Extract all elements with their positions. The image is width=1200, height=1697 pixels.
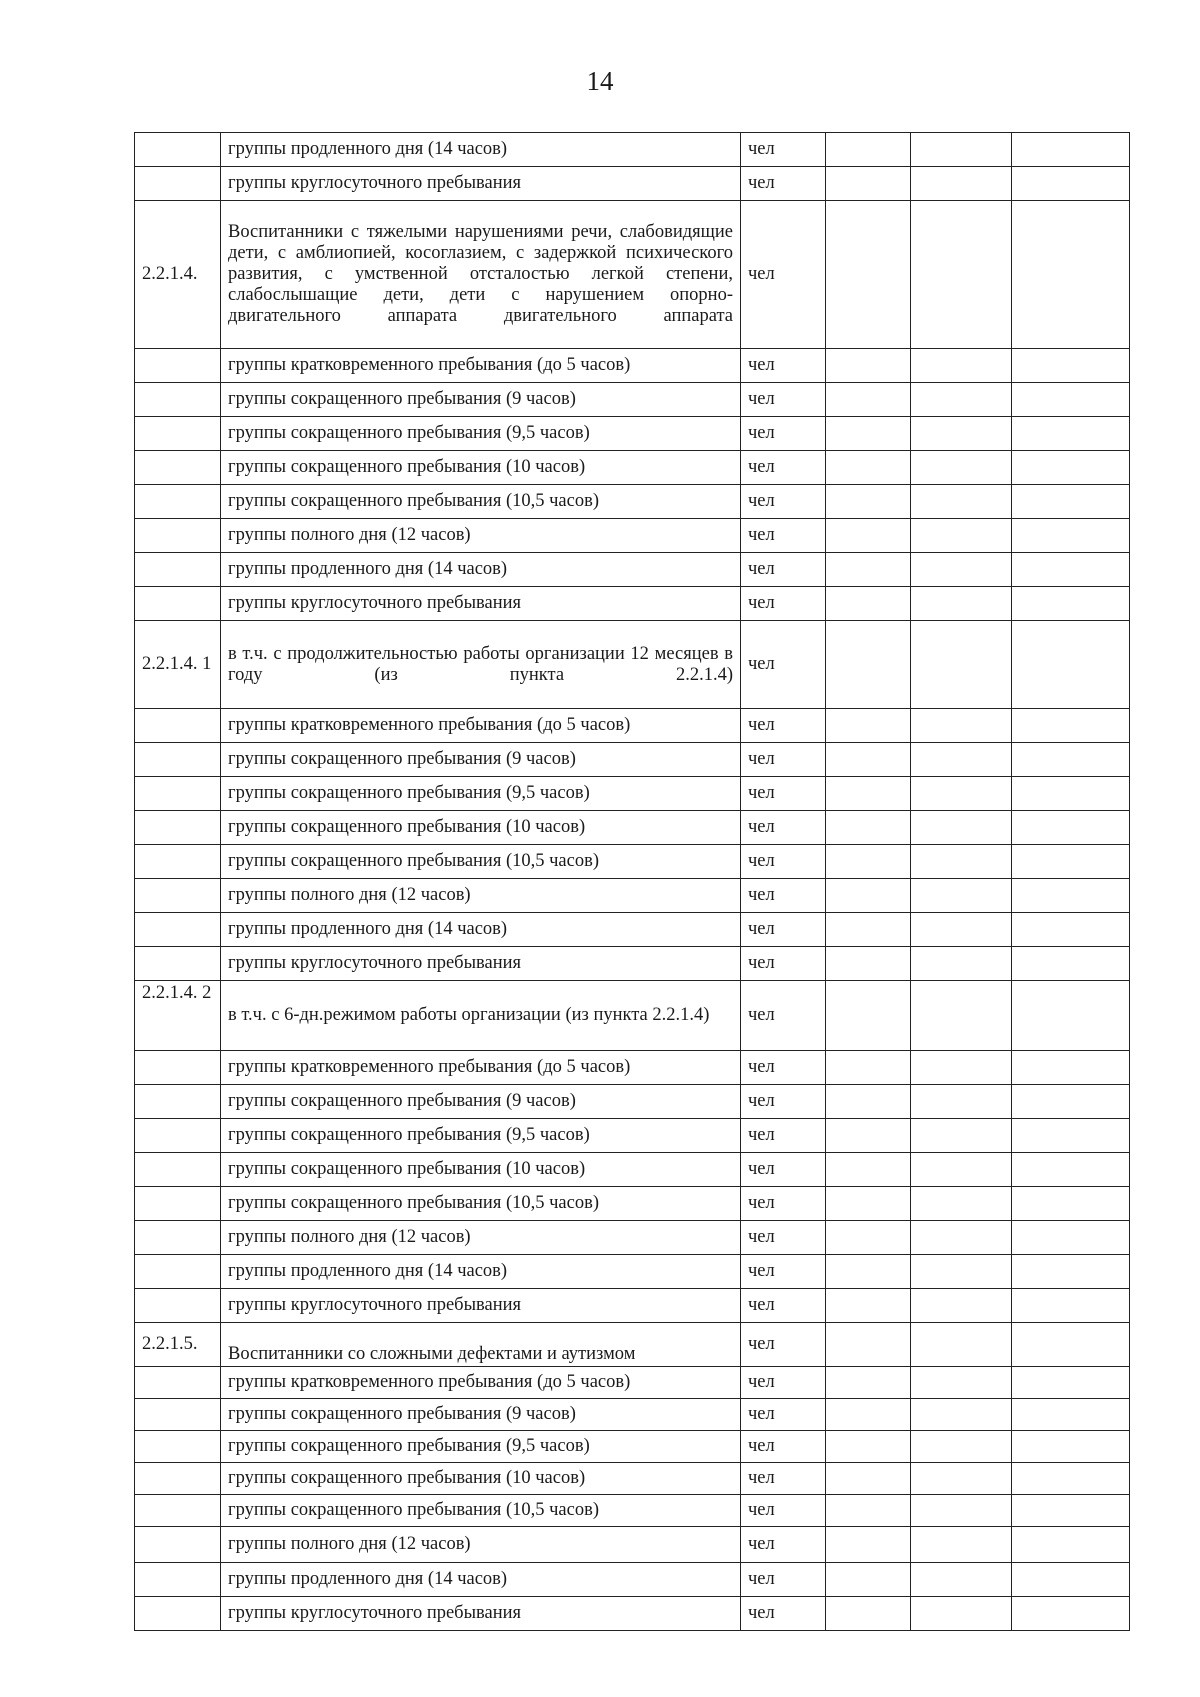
row-description: группы кратковременного пребывания (до 5 часов) bbox=[221, 1051, 741, 1085]
row-code bbox=[135, 587, 221, 621]
value-cell-1 bbox=[826, 1495, 911, 1527]
value-cell-3 bbox=[1012, 451, 1130, 485]
value-cell-3 bbox=[1012, 709, 1130, 743]
value-cell-3 bbox=[1012, 1289, 1130, 1323]
row-code bbox=[135, 879, 221, 913]
row-unit: чел bbox=[741, 485, 826, 519]
table-row bbox=[135, 1431, 1130, 1463]
row-code bbox=[135, 133, 221, 167]
value-cell-3 bbox=[1012, 1495, 1130, 1527]
table-row bbox=[135, 417, 1130, 451]
value-cell-1 bbox=[826, 383, 911, 417]
row-code: 2.2.1.4. 2 bbox=[135, 981, 221, 1051]
table-row bbox=[135, 1221, 1130, 1255]
row-unit: чел bbox=[741, 1495, 826, 1527]
value-cell-2 bbox=[911, 167, 1012, 201]
indicator-table bbox=[134, 132, 1130, 1631]
table-row bbox=[135, 1563, 1130, 1597]
row-unit: чел bbox=[741, 981, 826, 1051]
value-cell-2 bbox=[911, 1153, 1012, 1187]
value-cell-1 bbox=[826, 519, 911, 553]
row-code bbox=[135, 947, 221, 981]
table-row bbox=[135, 1495, 1130, 1527]
row-unit: чел bbox=[741, 133, 826, 167]
row-description: группы сокращенного пребывания (10 часов) bbox=[221, 1463, 741, 1495]
value-cell-1 bbox=[826, 811, 911, 845]
table-row bbox=[135, 981, 1130, 1051]
value-cell-3 bbox=[1012, 1255, 1130, 1289]
value-cell-2 bbox=[911, 1051, 1012, 1085]
row-code: 2.2.1.4. bbox=[135, 201, 221, 349]
table-row bbox=[135, 879, 1130, 913]
row-description: группы полного дня (12 часов) bbox=[221, 1221, 741, 1255]
row-unit: чел bbox=[741, 1221, 826, 1255]
value-cell-1 bbox=[826, 879, 911, 913]
row-description: группы сокращенного пребывания (10,5 часов) bbox=[221, 1495, 741, 1527]
table-row bbox=[135, 349, 1130, 383]
value-cell-2 bbox=[911, 1255, 1012, 1289]
row-unit: чел bbox=[741, 1563, 826, 1597]
value-cell-3 bbox=[1012, 1527, 1130, 1563]
row-code bbox=[135, 417, 221, 451]
row-unit: чел bbox=[741, 553, 826, 587]
value-cell-2 bbox=[911, 1289, 1012, 1323]
row-unit: чел bbox=[741, 1289, 826, 1323]
row-code bbox=[135, 1597, 221, 1631]
value-cell-3 bbox=[1012, 383, 1130, 417]
row-code bbox=[135, 743, 221, 777]
value-cell-2 bbox=[911, 1431, 1012, 1463]
value-cell-1 bbox=[826, 349, 911, 383]
row-code bbox=[135, 1153, 221, 1187]
row-description: группы круглосуточного пребывания bbox=[221, 1597, 741, 1631]
row-description: группы сокращенного пребывания (9,5 часов) bbox=[221, 1431, 741, 1463]
row-description: группы кратковременного пребывания (до 5 часов) bbox=[221, 709, 741, 743]
value-cell-1 bbox=[826, 981, 911, 1051]
value-cell-1 bbox=[826, 1527, 911, 1563]
value-cell-1 bbox=[826, 1563, 911, 1597]
value-cell-2 bbox=[911, 1563, 1012, 1597]
table-row bbox=[135, 1399, 1130, 1431]
value-cell-1 bbox=[826, 1051, 911, 1085]
row-unit: чел bbox=[741, 1463, 826, 1495]
value-cell-2 bbox=[911, 485, 1012, 519]
row-code bbox=[135, 777, 221, 811]
row-unit: чел bbox=[741, 845, 826, 879]
value-cell-2 bbox=[911, 777, 1012, 811]
row-description: группы круглосуточного пребывания bbox=[221, 167, 741, 201]
row-description: Воспитанники с тяжелыми нарушениями речи, слабовидящие дети, с амблиопией, косоглазием, с задержкой психического развития, с умственной отсталостью легкой степени, слабослышащие дети, дети с нарушением опорно-двигательного аппарата двигательного аппарата bbox=[221, 201, 741, 349]
value-cell-1 bbox=[826, 1153, 911, 1187]
row-code bbox=[135, 167, 221, 201]
row-unit: чел bbox=[741, 383, 826, 417]
value-cell-2 bbox=[911, 1119, 1012, 1153]
value-cell-1 bbox=[826, 1323, 911, 1367]
row-code bbox=[135, 349, 221, 383]
table-row bbox=[135, 1085, 1130, 1119]
table-row bbox=[135, 167, 1130, 201]
value-cell-2 bbox=[911, 845, 1012, 879]
row-unit: чел bbox=[741, 811, 826, 845]
table-row bbox=[135, 1323, 1130, 1367]
table-row bbox=[135, 201, 1130, 349]
value-cell-2 bbox=[911, 133, 1012, 167]
row-unit: чел bbox=[741, 1153, 826, 1187]
row-unit: чел bbox=[741, 451, 826, 485]
table-row bbox=[135, 1119, 1130, 1153]
value-cell-2 bbox=[911, 1187, 1012, 1221]
value-cell-3 bbox=[1012, 947, 1130, 981]
value-cell-3 bbox=[1012, 201, 1130, 349]
value-cell-1 bbox=[826, 1187, 911, 1221]
row-unit: чел bbox=[741, 201, 826, 349]
row-unit: чел bbox=[741, 1323, 826, 1367]
value-cell-1 bbox=[826, 1119, 911, 1153]
row-unit: чел bbox=[741, 587, 826, 621]
value-cell-1 bbox=[826, 1597, 911, 1631]
value-cell-3 bbox=[1012, 587, 1130, 621]
value-cell-1 bbox=[826, 743, 911, 777]
table-row bbox=[135, 913, 1130, 947]
value-cell-3 bbox=[1012, 879, 1130, 913]
row-code bbox=[135, 1051, 221, 1085]
value-cell-3 bbox=[1012, 133, 1130, 167]
row-code bbox=[135, 1119, 221, 1153]
row-unit: чел bbox=[741, 1119, 826, 1153]
value-cell-3 bbox=[1012, 1153, 1130, 1187]
value-cell-3 bbox=[1012, 1119, 1130, 1153]
value-cell-1 bbox=[826, 553, 911, 587]
value-cell-2 bbox=[911, 811, 1012, 845]
row-description: группы продленного дня (14 часов) bbox=[221, 913, 741, 947]
value-cell-3 bbox=[1012, 1597, 1130, 1631]
value-cell-1 bbox=[826, 1399, 911, 1431]
row-description: группы сокращенного пребывания (9,5 часов) bbox=[221, 777, 741, 811]
value-cell-1 bbox=[826, 1255, 911, 1289]
value-cell-1 bbox=[826, 587, 911, 621]
row-code bbox=[135, 811, 221, 845]
row-code bbox=[135, 1463, 221, 1495]
value-cell-1 bbox=[826, 845, 911, 879]
row-description: группы сокращенного пребывания (10,5 часов) bbox=[221, 845, 741, 879]
row-description: группы полного дня (12 часов) bbox=[221, 519, 741, 553]
table-row bbox=[135, 1153, 1130, 1187]
value-cell-1 bbox=[826, 913, 911, 947]
row-description: группы сокращенного пребывания (10 часов) bbox=[221, 451, 741, 485]
value-cell-3 bbox=[1012, 1085, 1130, 1119]
value-cell-2 bbox=[911, 879, 1012, 913]
value-cell-3 bbox=[1012, 1367, 1130, 1399]
value-cell-3 bbox=[1012, 553, 1130, 587]
row-description: группы круглосуточного пребывания bbox=[221, 587, 741, 621]
table-row bbox=[135, 1051, 1130, 1085]
row-unit: чел bbox=[741, 777, 826, 811]
value-cell-3 bbox=[1012, 621, 1130, 709]
value-cell-1 bbox=[826, 1085, 911, 1119]
value-cell-1 bbox=[826, 485, 911, 519]
value-cell-3 bbox=[1012, 1323, 1130, 1367]
value-cell-2 bbox=[911, 621, 1012, 709]
table-row bbox=[135, 947, 1130, 981]
value-cell-2 bbox=[911, 1527, 1012, 1563]
value-cell-2 bbox=[911, 947, 1012, 981]
value-cell-3 bbox=[1012, 167, 1130, 201]
row-code bbox=[135, 485, 221, 519]
row-unit: чел bbox=[741, 1431, 826, 1463]
value-cell-1 bbox=[826, 417, 911, 451]
row-code bbox=[135, 1431, 221, 1463]
value-cell-3 bbox=[1012, 349, 1130, 383]
row-code bbox=[135, 1221, 221, 1255]
value-cell-1 bbox=[826, 947, 911, 981]
row-code bbox=[135, 1495, 221, 1527]
row-unit: чел bbox=[741, 743, 826, 777]
value-cell-3 bbox=[1012, 1431, 1130, 1463]
row-unit: чел bbox=[741, 947, 826, 981]
row-code bbox=[135, 1255, 221, 1289]
table-row bbox=[135, 1289, 1130, 1323]
row-description: группы продленного дня (14 часов) bbox=[221, 1563, 741, 1597]
row-unit: чел bbox=[741, 349, 826, 383]
row-unit: чел bbox=[741, 1367, 826, 1399]
row-description: группы сокращенного пребывания (9,5 часов) bbox=[221, 1119, 741, 1153]
value-cell-2 bbox=[911, 1399, 1012, 1431]
value-cell-2 bbox=[911, 1221, 1012, 1255]
value-cell-3 bbox=[1012, 845, 1130, 879]
value-cell-1 bbox=[826, 1221, 911, 1255]
row-description: группы кратковременного пребывания (до 5 часов) bbox=[221, 349, 741, 383]
value-cell-1 bbox=[826, 709, 911, 743]
row-description: группы сокращенного пребывания (9 часов) bbox=[221, 383, 741, 417]
table-row bbox=[135, 451, 1130, 485]
table-row bbox=[135, 811, 1130, 845]
row-description: группы полного дня (12 часов) bbox=[221, 1527, 741, 1563]
value-cell-1 bbox=[826, 167, 911, 201]
row-code bbox=[135, 451, 221, 485]
value-cell-1 bbox=[826, 1431, 911, 1463]
value-cell-3 bbox=[1012, 811, 1130, 845]
row-unit: чел bbox=[741, 1399, 826, 1431]
row-description: группы сокращенного пребывания (9,5 часов) bbox=[221, 417, 741, 451]
value-cell-2 bbox=[911, 1495, 1012, 1527]
value-cell-3 bbox=[1012, 777, 1130, 811]
table-row bbox=[135, 743, 1130, 777]
page-number: 14 bbox=[586, 66, 614, 96]
value-cell-3 bbox=[1012, 1399, 1130, 1431]
row-unit: чел bbox=[741, 519, 826, 553]
row-unit: чел bbox=[741, 1187, 826, 1221]
value-cell-3 bbox=[1012, 1463, 1130, 1495]
table-row bbox=[135, 777, 1130, 811]
row-code: 2.2.1.4. 1 bbox=[135, 621, 221, 709]
row-description: Воспитанники со сложными дефектами и аутизмом bbox=[221, 1323, 741, 1367]
value-cell-2 bbox=[911, 1463, 1012, 1495]
row-description: группы сокращенного пребывания (9 часов) bbox=[221, 1085, 741, 1119]
value-cell-2 bbox=[911, 201, 1012, 349]
value-cell-3 bbox=[1012, 485, 1130, 519]
value-cell-3 bbox=[1012, 417, 1130, 451]
value-cell-1 bbox=[826, 621, 911, 709]
value-cell-2 bbox=[911, 981, 1012, 1051]
value-cell-2 bbox=[911, 519, 1012, 553]
table-row bbox=[135, 519, 1130, 553]
row-description: в т.ч. с продолжительностью работы организации 12 месяцев в году (из пункта 2.2.1.4) bbox=[221, 621, 741, 709]
table-row bbox=[135, 709, 1130, 743]
row-code: 2.2.1.5. bbox=[135, 1323, 221, 1367]
table-row bbox=[135, 485, 1130, 519]
row-description: группы сокращенного пребывания (10 часов) bbox=[221, 1153, 741, 1187]
value-cell-2 bbox=[911, 1085, 1012, 1119]
row-unit: чел bbox=[741, 167, 826, 201]
value-cell-1 bbox=[826, 1463, 911, 1495]
value-cell-3 bbox=[1012, 519, 1130, 553]
row-code bbox=[135, 1289, 221, 1323]
row-code bbox=[135, 913, 221, 947]
row-description: группы кратковременного пребывания (до 5 часов) bbox=[221, 1367, 741, 1399]
table-row bbox=[135, 1255, 1130, 1289]
row-unit: чел bbox=[741, 621, 826, 709]
table-row bbox=[135, 621, 1130, 709]
row-description: группы продленного дня (14 часов) bbox=[221, 133, 741, 167]
row-description: группы круглосуточного пребывания bbox=[221, 947, 741, 981]
value-cell-1 bbox=[826, 1367, 911, 1399]
value-cell-3 bbox=[1012, 743, 1130, 777]
value-cell-3 bbox=[1012, 1187, 1130, 1221]
row-description: группы сокращенного пребывания (9 часов) bbox=[221, 1399, 741, 1431]
row-unit: чел bbox=[741, 913, 826, 947]
value-cell-1 bbox=[826, 777, 911, 811]
value-cell-1 bbox=[826, 1289, 911, 1323]
row-code bbox=[135, 553, 221, 587]
row-unit: чел bbox=[741, 709, 826, 743]
table-row bbox=[135, 1527, 1130, 1563]
row-unit: чел bbox=[741, 1085, 826, 1119]
value-cell-2 bbox=[911, 1597, 1012, 1631]
value-cell-2 bbox=[911, 913, 1012, 947]
table-row bbox=[135, 845, 1130, 879]
row-code bbox=[135, 845, 221, 879]
row-unit: чел bbox=[741, 1255, 826, 1289]
table-row bbox=[135, 1187, 1130, 1221]
value-cell-2 bbox=[911, 417, 1012, 451]
value-cell-1 bbox=[826, 133, 911, 167]
value-cell-2 bbox=[911, 1367, 1012, 1399]
value-cell-2 bbox=[911, 383, 1012, 417]
value-cell-1 bbox=[826, 451, 911, 485]
row-unit: чел bbox=[741, 879, 826, 913]
row-code bbox=[135, 1399, 221, 1431]
row-code bbox=[135, 1187, 221, 1221]
value-cell-3 bbox=[1012, 1221, 1130, 1255]
row-description: группы полного дня (12 часов) bbox=[221, 879, 741, 913]
table-row bbox=[135, 133, 1130, 167]
table-row bbox=[135, 1463, 1130, 1495]
value-cell-2 bbox=[911, 587, 1012, 621]
value-cell-2 bbox=[911, 743, 1012, 777]
value-cell-2 bbox=[911, 709, 1012, 743]
row-unit: чел bbox=[741, 1527, 826, 1563]
row-code bbox=[135, 1367, 221, 1399]
row-code bbox=[135, 1527, 221, 1563]
table-row bbox=[135, 1597, 1130, 1631]
table-body bbox=[135, 133, 1130, 1631]
value-cell-2 bbox=[911, 553, 1012, 587]
row-code bbox=[135, 519, 221, 553]
value-cell-2 bbox=[911, 1323, 1012, 1367]
value-cell-3 bbox=[1012, 1563, 1130, 1597]
table-row bbox=[135, 1367, 1130, 1399]
row-unit: чел bbox=[741, 417, 826, 451]
row-description: группы сокращенного пребывания (10,5 часов) bbox=[221, 485, 741, 519]
row-unit: чел bbox=[741, 1051, 826, 1085]
table-row bbox=[135, 383, 1130, 417]
value-cell-2 bbox=[911, 349, 1012, 383]
value-cell-1 bbox=[826, 201, 911, 349]
value-cell-3 bbox=[1012, 913, 1130, 947]
row-unit: чел bbox=[741, 1597, 826, 1631]
row-description: группы продленного дня (14 часов) bbox=[221, 553, 741, 587]
row-code bbox=[135, 1563, 221, 1597]
row-description: в т.ч. с 6-дн.режимом работы организации (из пункта 2.2.1.4) bbox=[221, 981, 741, 1051]
value-cell-3 bbox=[1012, 1051, 1130, 1085]
row-description: группы продленного дня (14 часов) bbox=[221, 1255, 741, 1289]
value-cell-2 bbox=[911, 451, 1012, 485]
row-description: группы сокращенного пребывания (10 часов) bbox=[221, 811, 741, 845]
row-code bbox=[135, 709, 221, 743]
row-code bbox=[135, 1085, 221, 1119]
row-description: группы сокращенного пребывания (9 часов) bbox=[221, 743, 741, 777]
table-row bbox=[135, 587, 1130, 621]
row-code bbox=[135, 383, 221, 417]
table-row bbox=[135, 553, 1130, 587]
row-description: группы сокращенного пребывания (10,5 часов) bbox=[221, 1187, 741, 1221]
value-cell-3 bbox=[1012, 981, 1130, 1051]
row-description: группы круглосуточного пребывания bbox=[221, 1289, 741, 1323]
